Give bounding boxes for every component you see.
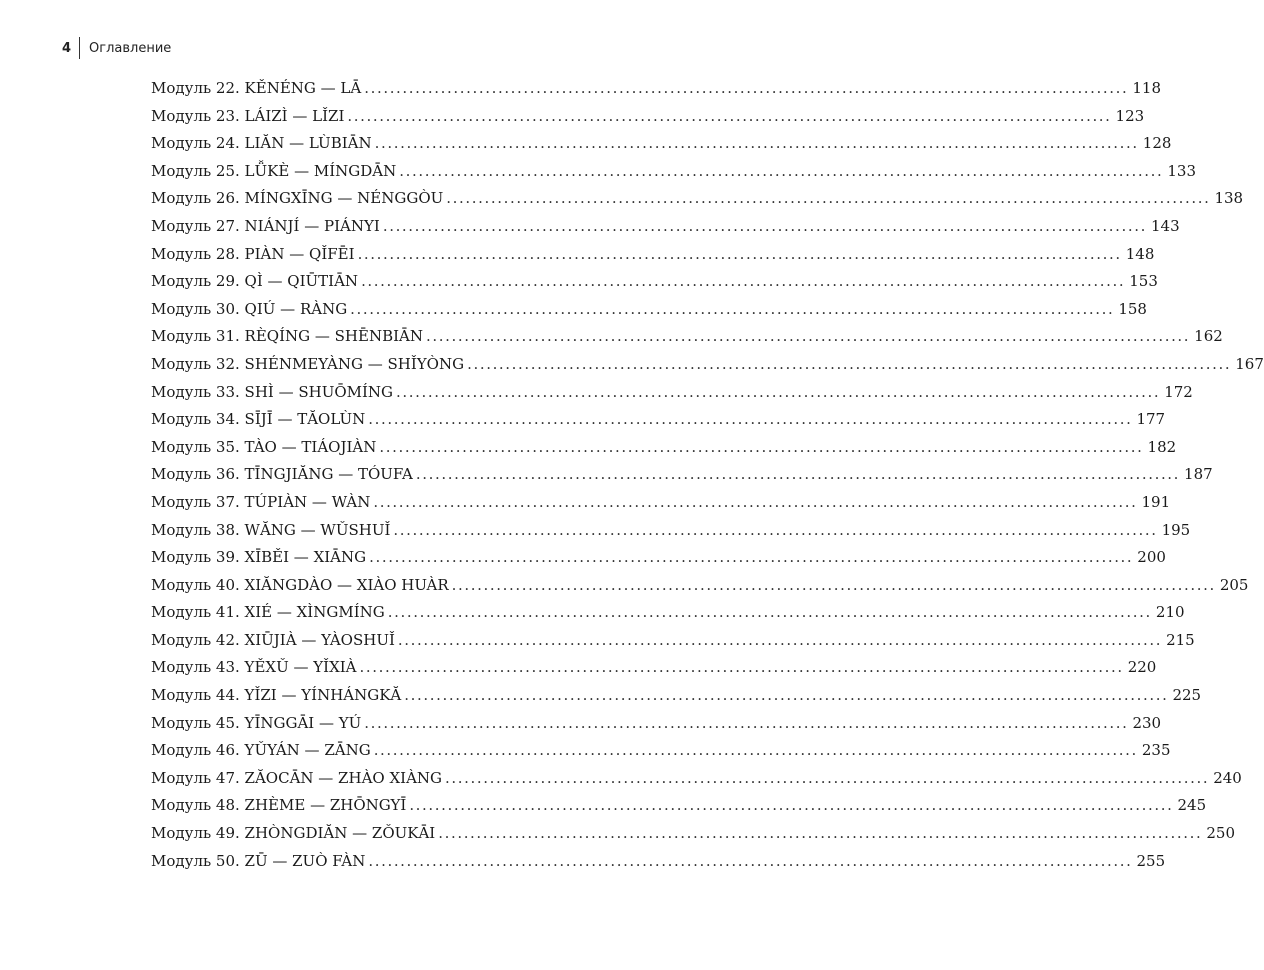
toc-entry xyxy=(151,299,1147,328)
toc-entry xyxy=(151,382,1193,411)
toc-entry-title: Модуль 31. RÈQÍNG — SHĒNBIĀN xyxy=(151,327,423,346)
toc-entry xyxy=(151,658,1157,686)
toc-entry-page: 162 xyxy=(1194,327,1223,346)
toc-entry-page: 133 xyxy=(1167,161,1197,180)
toc-entry-page: 143 xyxy=(1151,216,1180,235)
toc-entry-title: Модуль 23. LÁIZÌ — LǏZI xyxy=(151,106,345,125)
running-head xyxy=(62,37,171,59)
dot-leader: ........................................................................................................................ xyxy=(399,161,1164,180)
dot-leader: ........................................................................................................................ xyxy=(393,520,1158,539)
toc-entry xyxy=(151,189,1244,217)
toc-entry xyxy=(151,603,1185,631)
toc-entry xyxy=(151,134,1172,162)
toc-entry xyxy=(151,161,1197,190)
toc-entry-title: Модуль 40. XIĂNGDÀO — XIÀO HUÀR xyxy=(151,575,449,594)
toc-entry-page: 172 xyxy=(1164,382,1193,401)
toc-entry-title: Модуль 42. XIŪJIÀ — YÀOSHUǏ xyxy=(151,630,395,649)
dot-leader: ........................................................................................................................ xyxy=(350,299,1115,318)
page-number: 4 xyxy=(62,40,72,56)
toc-entry-page: 167 xyxy=(1235,354,1264,373)
toc-entry-title: Модуль 29. QÌ — QIŪTIĀN xyxy=(151,272,359,291)
toc-entry-page: 255 xyxy=(1136,851,1166,870)
toc-entry xyxy=(151,216,1180,245)
dot-leader: ........................................................................................................................ xyxy=(373,741,1138,760)
toc-entry-title: Модуль 30. QIÚ — RÀNG xyxy=(151,299,348,318)
toc-entry-page: 182 xyxy=(1147,437,1177,456)
dot-leader: ........................................................................................................................ xyxy=(347,106,1112,125)
dot-leader: ........................................................................................................................ xyxy=(373,492,1138,511)
toc-entry xyxy=(151,354,1264,383)
toc-entry-page: 148 xyxy=(1125,244,1155,263)
toc-entry-page: 138 xyxy=(1214,189,1244,208)
dot-leader: ........................................................................................................................ xyxy=(397,630,1163,649)
toc-entry-title: Модуль 26. MÍNGXĪNG — NÉNGGÒU xyxy=(151,189,444,208)
dot-leader: ........................................................................................................................ xyxy=(364,713,1129,732)
toc-entry-title: Модуль 35. TÀO — TIÁOJIÀN xyxy=(151,437,377,456)
dot-leader: ........................................................................................................................ xyxy=(357,244,1122,263)
toc-entry-page: 191 xyxy=(1141,492,1171,511)
toc-entry-page: 245 xyxy=(1177,796,1207,815)
toc-entry xyxy=(151,520,1191,549)
toc-entry-page: 128 xyxy=(1142,134,1172,153)
table-of-contents xyxy=(151,79,1264,879)
dot-leader: ........................................................................................................................ xyxy=(361,272,1126,291)
dot-leader: ........................................................................................................................ xyxy=(379,437,1144,456)
toc-entry xyxy=(151,327,1223,355)
toc-entry xyxy=(151,575,1249,604)
toc-entry-title: Модуль 48. ZHÈME — ZHŌNGYĪ xyxy=(151,796,407,815)
toc-entry-title: Модуль 25. LǙKÈ — MÍNGDĀN xyxy=(151,161,397,180)
toc-entry-page: 187 xyxy=(1184,465,1213,484)
dot-leader: ........................................................................................................................ xyxy=(369,548,1134,567)
toc-entry-title: Модуль 44. YǏZI — YÍNHÁNGKĂ xyxy=(151,686,402,705)
toc-entry-title: Модуль 39. XĪBĚI — XIĀNG xyxy=(151,548,367,567)
toc-entry-page: 240 xyxy=(1213,768,1242,787)
dot-leader: ........................................................................................................................ xyxy=(415,465,1181,484)
dot-leader: ........................................................................................................................ xyxy=(359,658,1124,677)
toc-entry xyxy=(151,824,1236,852)
toc-entry-page: 158 xyxy=(1118,299,1147,318)
toc-entry-title: Модуль 28. PIÀN — QǏFĒI xyxy=(151,244,355,263)
toc-entry-title: Модуль 45. YĪNGGĀI — YÚ xyxy=(151,713,362,732)
toc-entry xyxy=(151,492,1171,521)
toc-entry xyxy=(151,465,1213,493)
toc-entry-page: 195 xyxy=(1161,520,1191,539)
toc-entry-page: 250 xyxy=(1206,824,1236,843)
toc-entry-page: 225 xyxy=(1172,686,1202,705)
toc-entry-page: 153 xyxy=(1129,272,1158,291)
dot-leader: ........................................................................................................................ xyxy=(409,796,1174,815)
toc-entry-page: 230 xyxy=(1132,713,1162,732)
toc-entry xyxy=(151,548,1166,576)
dot-leader: ........................................................................................................................ xyxy=(451,575,1216,594)
dot-leader: ........................................................................................................................ xyxy=(382,216,1147,235)
toc-entry-title: Модуль 49. ZHÒNGDIĂN — ZǑUKĀI xyxy=(151,824,436,843)
dot-leader: ........................................................................................................................ xyxy=(467,354,1232,373)
toc-entry xyxy=(151,630,1195,659)
toc-entry-page: 235 xyxy=(1141,741,1171,760)
dot-leader: ........................................................................................................................ xyxy=(446,189,1211,208)
dot-leader: ........................................................................................................................ xyxy=(368,851,1133,870)
toc-entry-title: Модуль 37. TÚPIÀN — WÀN xyxy=(151,492,371,511)
toc-entry-page: 177 xyxy=(1136,410,1166,429)
dot-leader: ........................................................................................................................ xyxy=(364,79,1129,97)
toc-entry-page: 210 xyxy=(1155,603,1185,622)
dot-leader: ........................................................................................................................ xyxy=(426,327,1191,346)
toc-entry xyxy=(151,686,1202,714)
section-title: Оглавление xyxy=(89,40,172,56)
toc-entry-page: 215 xyxy=(1166,630,1195,649)
toc-entry xyxy=(151,106,1145,135)
toc-entry-title: Модуль 50. ZŪ — ZUÒ FÀN xyxy=(151,851,366,870)
toc-entry xyxy=(151,79,1162,107)
toc-entry xyxy=(151,741,1171,769)
toc-entry-title: Модуль 33. SHÌ — SHUŌMÍNG xyxy=(151,382,394,401)
toc-entry xyxy=(151,272,1158,300)
toc-entry xyxy=(151,713,1162,742)
toc-entry-title: Модуль 34. SĪJĪ — TĂOLÙN xyxy=(151,410,366,429)
dot-leader: ........................................................................................................................ xyxy=(404,686,1169,705)
toc-entry-title: Модуль 36. TĪNGJIĂNG — TÓUFA xyxy=(151,465,413,484)
toc-entry-title: Модуль 47. ZĂOCĀN — ZHÀO XIÀNG xyxy=(151,768,443,787)
dot-leader: ........................................................................................................................ xyxy=(374,134,1139,153)
toc-entry-title: Модуль 46. YǓYÁN — ZĀNG xyxy=(151,741,371,760)
toc-entry-title: Модуль 24. LIĂN — LÙBIĀN xyxy=(151,134,372,153)
toc-entry-page: 123 xyxy=(1115,106,1145,125)
toc-entry xyxy=(151,437,1177,466)
toc-entry-title: Модуль 43. YĚXǓ — YǏXIÀ xyxy=(151,658,357,677)
toc-entry-page: 205 xyxy=(1219,575,1249,594)
dot-leader: ........................................................................................................................ xyxy=(445,768,1210,787)
toc-entry xyxy=(151,851,1166,880)
dot-leader: ........................................................................................................................ xyxy=(387,603,1152,622)
dot-leader: ........................................................................................................................ xyxy=(396,382,1161,401)
toc-entry xyxy=(151,768,1242,797)
toc-entry-title: Модуль 41. XIÉ — XÌNGMÍNG xyxy=(151,603,385,622)
toc-entry-page: 220 xyxy=(1127,658,1157,677)
toc-entry-page: 118 xyxy=(1132,79,1162,97)
toc-entry xyxy=(151,796,1207,824)
dot-leader: ........................................................................................................................ xyxy=(438,824,1203,843)
dot-leader: ........................................................................................................................ xyxy=(368,410,1133,429)
header-divider xyxy=(79,37,80,59)
toc-entry-title: Модуль 38. WĂNG — WǓSHUǏ xyxy=(151,520,391,539)
toc-entry-title: Модуль 32. SHÉNMEYÀNG — SHǏYÒNG xyxy=(151,354,465,373)
toc-entry-title: Модуль 22. KĚNÉNG — LĀ xyxy=(151,79,362,97)
toc-entry xyxy=(151,410,1166,438)
toc-entry-title: Модуль 27. NIÁNJÍ — PIÁNYI xyxy=(151,216,380,235)
toc-entry xyxy=(151,244,1155,273)
toc-entry-page: 200 xyxy=(1137,548,1166,567)
